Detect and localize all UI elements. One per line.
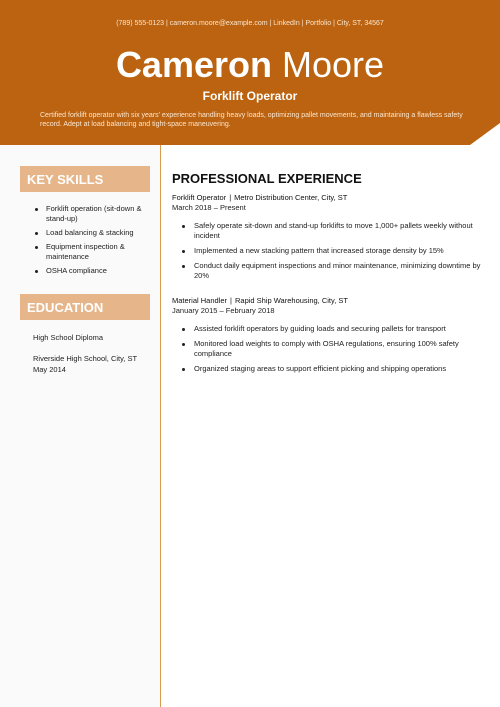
full-name: [0, 44, 500, 86]
job-company: Rapid Ship Warehousing, City, ST: [234, 296, 348, 305]
job-role: Forklift Operator: [172, 193, 227, 202]
list-item: Safely operate sit-down and stand-up forklifts to move 1,000+ pallets weekly without incident: [172, 221, 482, 241]
job-entry: [172, 193, 482, 286]
list-item: Equipment inspection & maintenance: [20, 242, 152, 262]
list-item: OSHA compliance: [20, 266, 152, 276]
job-title: Forklift Operator: [202, 89, 298, 103]
skills-heading: KEY SKILLS: [27, 172, 104, 187]
list-item: Organized staging areas to support efficient picking and shipping operations: [172, 364, 482, 374]
list-item: Assisted forklift operators by guiding loads and securing pallets for transport: [172, 324, 482, 334]
last-name: Moore: [282, 44, 385, 85]
list-item: Forklift operation (sit-down & stand-up): [20, 204, 152, 224]
column-divider: [160, 145, 161, 707]
experience-heading: PROFESSIONAL EXPERIENCE: [172, 171, 362, 186]
contact-separator: |: [166, 20, 170, 27]
job-bullets: [172, 221, 482, 281]
job-separator: |: [230, 296, 232, 305]
contact-line: [0, 20, 500, 27]
list-item: Conduct daily equipment inspections and minor maintenance, minimizing downtime by 20%: [172, 261, 482, 281]
job-company: Metro Distribution Center, City, ST: [234, 193, 348, 202]
education-degree: High School Diploma: [33, 333, 104, 342]
job-bullets: [172, 324, 482, 374]
job-header: [172, 193, 482, 203]
header-banner: [0, 0, 500, 145]
list-item: Implemented a new stacking pattern that increased storage density by 15%: [172, 246, 482, 256]
education-school: Riverside High School, City, ST: [33, 354, 138, 363]
header-corner-cut: [470, 123, 500, 145]
job-separator: |: [229, 193, 232, 202]
job-dates: January 2015 – February 2018: [172, 306, 275, 315]
list-item: Monitored load weights to comply with OSHA regulations, ensuring 100% safety compliance: [172, 339, 482, 359]
job-role: Material Handler: [172, 296, 228, 305]
first-name: Cameron: [115, 44, 272, 85]
contact-separator: |: [269, 20, 274, 27]
contact-links[interactable]: LinkedIn | Portfolio | City, ST, 34567: [273, 20, 384, 27]
education-heading-block: [20, 294, 150, 320]
job-dates: March 2018 – Present: [172, 203, 246, 212]
education-heading: EDUCATION: [27, 300, 104, 315]
skills-heading-block: [20, 166, 150, 192]
skills-list: [20, 204, 152, 280]
job-entry: [172, 296, 482, 379]
job-header: [172, 296, 482, 306]
education-date: May 2014: [33, 365, 66, 374]
contact-phone: (789) 555-0123: [116, 20, 165, 27]
summary-text: Certified forklift operator with six years' experience handling heavy loads, optimizing pallet movements, and maintaining a flawless safety record. Adept at load balancing and tight-space maneuvering.: [40, 112, 463, 128]
contact-email[interactable]: cameron.moore@example.com: [169, 20, 268, 27]
list-item: Load balancing & stacking: [20, 228, 152, 238]
